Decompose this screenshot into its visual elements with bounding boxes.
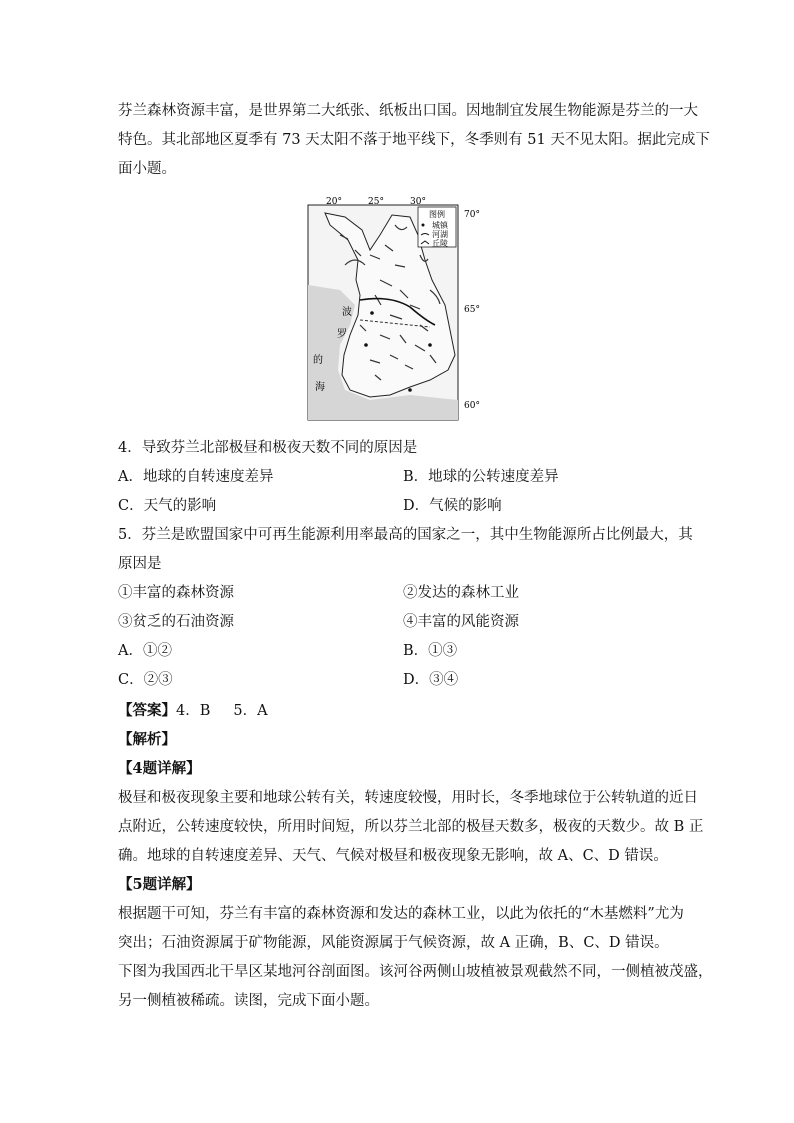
lat-label-65: 65°: [464, 305, 480, 315]
lat-label-70: 70°: [464, 210, 480, 220]
q4-option-c: C．天气的影响: [118, 498, 217, 514]
next-intro-line-1: 下图为我国西北干旱区某地河谷剖面图。该河谷两侧山坡植被景观截然不同，一侧植被茂盛，: [118, 964, 713, 980]
finland-map: [300, 195, 495, 425]
q5-option-c: C．②③: [118, 672, 173, 688]
sea-label-1: 波: [342, 307, 352, 318]
answer-line: [118, 701, 268, 721]
legend-river: 河湖: [432, 230, 448, 239]
detail5-line-2: 突出；石油资源属于矿物能源，风能资源属于气候资源，故 A 正确，B、C、D 错误。: [118, 935, 669, 951]
detail4-line-3: 确。地球的自转速度差异、天气、气候对极昼和极夜现象无影响，故 A、C、D 错误。: [118, 848, 668, 864]
q5-stem-1: 5．芬兰是欧盟国家中可再生能源利用率最高的国家之一，其中生物能源所占比例最大，其: [118, 527, 693, 543]
analysis-label: 【解析】: [118, 731, 176, 748]
detail4-label: 【4题详解】: [118, 760, 201, 777]
intro-line-1: 芬兰森林资源丰富，是世界第二大纸张、纸板出口国。因地制宜发展生物能源是芬兰的一大: [118, 103, 698, 119]
q5-option-a: A．①②: [118, 643, 172, 659]
detail4-line-2: 点附近，公转速度较快，所用时间短，所以芬兰北部的极昼天数多，极夜的天数少。故 B 正: [118, 819, 704, 835]
q4-option-a: A．地球的自转速度差异: [118, 469, 274, 485]
lon-label-20: 20°: [326, 197, 342, 207]
q5-stem-2: 原因是: [118, 556, 162, 572]
next-intro-line-2: 另一侧植被稀疏。读图，完成下面小题。: [118, 993, 379, 1009]
q5-statement-2: ②发达的森林工业: [403, 585, 519, 601]
legend-town: 城镇: [432, 221, 448, 230]
intro-line-3: 面小题。: [118, 161, 176, 177]
sea-label-4: 海: [315, 382, 325, 393]
q5-statement-1: ①丰富的森林资源: [118, 585, 234, 601]
intro-line-2: 特色。其北部地区夏季有 73 天太阳不落于地平线下，冬季则有 51 天不见太阳。据此完成下: [118, 132, 710, 148]
q4-option-d: D．气候的影响: [403, 498, 502, 514]
q4-stem: 4．导致芬兰北部极昼和极夜天数不同的原因是: [118, 440, 418, 456]
q5-statement-3: ③贫乏的石油资源: [118, 614, 234, 630]
detail4-line-1: 极昼和极夜现象主要和地球公转有关，转速度较慢，用时长，冬季地球位于公转轨道的近日: [118, 790, 698, 806]
detail5-line-1: 根据题干可知，芬兰有丰富的森林资源和发达的森林工业，以此为依托的“木基燃料”尤为: [118, 906, 684, 922]
answer-label: 【答案】: [118, 702, 176, 719]
q5-option-b: B．①③: [403, 643, 458, 659]
lon-label-25: 25°: [368, 197, 384, 207]
detail5-label: 【5题详解】: [118, 876, 201, 893]
lat-label-60: 60°: [464, 401, 480, 411]
sea-label-2: 罗: [337, 329, 347, 340]
q5-statement-4: ④丰富的风能资源: [403, 614, 519, 630]
q4-option-b: B．地球的公转速度差异: [403, 469, 559, 485]
legend-hill: 丘陵: [432, 239, 448, 248]
q5-option-d: D．③④: [403, 672, 459, 688]
lon-label-30: 30°: [410, 197, 426, 207]
legend-title: 图例: [429, 210, 445, 219]
sea-label-3: 的: [313, 355, 323, 366]
answer-text: 4．B 5．A: [176, 703, 268, 719]
